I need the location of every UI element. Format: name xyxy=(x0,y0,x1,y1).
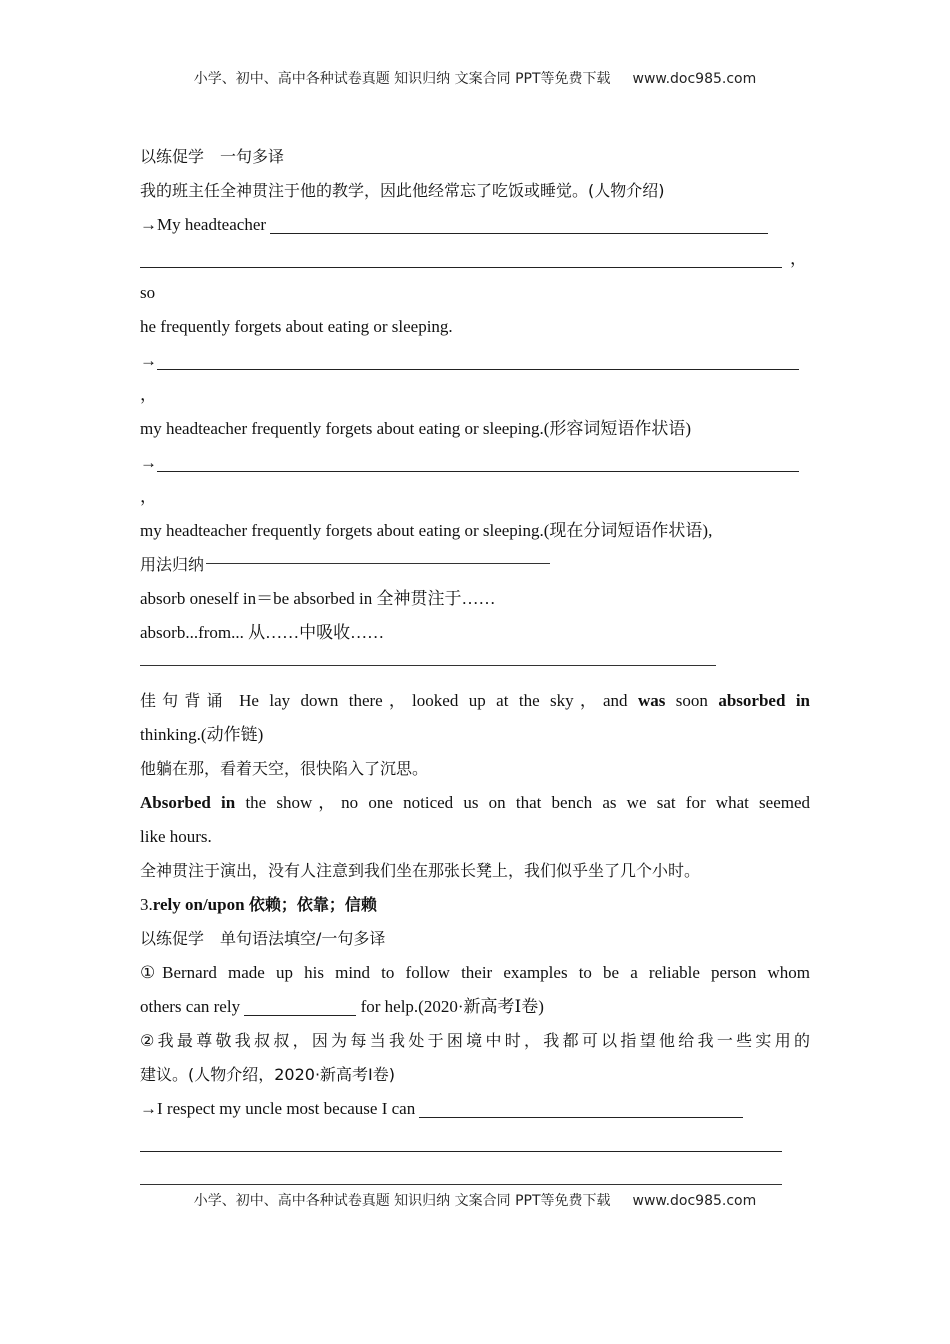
s1-absorbed-in: absorbed in xyxy=(718,691,811,710)
question-2b: 建议。(人物介绍，2020·新高考Ⅰ卷) xyxy=(140,1065,396,1084)
rest-line-1: he frequently forgets about eating or sleeping. xyxy=(140,317,453,336)
answer-blank-2[interactable] xyxy=(157,347,799,370)
usage-bottom-rule xyxy=(140,665,716,666)
footer-rule xyxy=(140,1184,782,1185)
practice-title: 一句多译 xyxy=(220,147,285,166)
prompt-cn: 我的班主任全神贯注于他的教学，因此他经常忘了吃饭或睡觉。(人物介绍) xyxy=(140,181,665,200)
question-1b xyxy=(140,990,810,1024)
answer-blank-1[interactable] xyxy=(270,211,768,234)
header-site[interactable]: www.doc985.com xyxy=(632,71,757,87)
document-body xyxy=(140,140,810,1160)
question-1a: ①Bernard made up his mind to follow their examples to be a reliable person whom xyxy=(140,963,810,982)
s2-part-a: the show，no one noticed us on that bench as we sat for what seemed xyxy=(245,793,811,812)
q1-post: for help.(2020·新高考Ⅰ卷) xyxy=(360,997,544,1016)
footer-text: 小学、初中、高中各种试卷真题 知识归纳 文案合同 PPT等免费下载 xyxy=(193,1193,611,1209)
page-header xyxy=(0,68,950,88)
practice-label: 以练促学 xyxy=(140,147,205,166)
section1-heading xyxy=(140,140,810,174)
sentence-2-cn: 全神贯注于演出，没有人注意到我们坐在那张长凳上，我们似乎坐了几个小时。 xyxy=(140,861,701,880)
q2-blank-2[interactable] xyxy=(140,1129,782,1152)
section3-title: 单句语法填空/一句多译 xyxy=(220,929,386,948)
usage-item-2: absorb...from... 从……中吸收…… xyxy=(140,623,385,642)
line1-start: →My headteacher xyxy=(140,215,267,234)
q1-blank[interactable] xyxy=(244,993,356,1016)
section3-meaning: 依赖；依靠；信赖 xyxy=(248,895,377,914)
sentence-2-end: like hours. xyxy=(140,827,212,846)
sentences-label: 佳句背诵 xyxy=(140,691,229,710)
sentence-2 xyxy=(140,786,810,820)
usage-divider xyxy=(206,563,550,564)
comma-3: ， xyxy=(140,487,157,506)
answer-line-3 xyxy=(140,446,810,480)
s1-part-b: soon xyxy=(675,691,708,710)
usage-end-divider xyxy=(140,650,810,684)
section3-label: 以练促学 xyxy=(140,929,205,948)
sentence-1-end: thinking.(动作链) xyxy=(140,725,264,744)
answer-blank-1b[interactable] xyxy=(140,245,782,268)
rest-line-2: my headteacher frequently forgets about eating or sleeping.(形容词短语作状语) xyxy=(140,419,692,438)
section3-num: 3. xyxy=(140,895,153,914)
page-footer xyxy=(0,1190,950,1210)
section3-heading xyxy=(140,888,810,922)
sentence-1-cn: 他躺在那，看着天空，很快陷入了沉思。 xyxy=(140,759,429,778)
usage-heading xyxy=(140,548,810,582)
header-text: 小学、初中、高中各种试卷真题 知识归纳 文案合同 PPT等免费下载 xyxy=(193,71,611,87)
comma-1: ， xyxy=(790,249,807,268)
answer-line-1b xyxy=(140,242,810,276)
arrow-2: → xyxy=(140,351,157,370)
s1-part-a: He lay down there，looked up at the sky，and xyxy=(239,691,628,710)
question-2-line xyxy=(140,1092,810,1126)
usage-label: 用法归纳 xyxy=(140,555,205,574)
rest-line-3: my headteacher frequently forgets about eating or sleeping.(现在分词短语作状语), xyxy=(140,521,713,540)
comma-2: ， xyxy=(140,385,157,404)
s2-bold: Absorbed in xyxy=(140,793,236,812)
section3-subheading xyxy=(140,922,810,956)
s1-was: was xyxy=(637,691,666,710)
sentence-1 xyxy=(140,684,810,718)
section3-phrase: rely on/upon xyxy=(152,895,245,914)
q1-pre: others can rely xyxy=(140,997,241,1016)
arrow-3: → xyxy=(140,453,157,472)
question-2a: ②我最尊敬我叔叔，因为每当我处于困境中时，我都可以指望他给我一些实用的 xyxy=(140,1031,810,1050)
so-line: so xyxy=(140,283,156,302)
footer-site[interactable]: www.doc985.com xyxy=(632,1193,757,1209)
answer-line-2 xyxy=(140,344,810,378)
q2-blank-1[interactable] xyxy=(419,1095,743,1118)
usage-item-1: absorb oneself in＝be absorbed in 全神贯注于…… xyxy=(140,589,496,608)
answer-line-1 xyxy=(140,208,810,242)
question-2-line-b xyxy=(140,1126,810,1160)
q2-start: →I respect my uncle most because I can xyxy=(140,1099,416,1118)
answer-blank-3[interactable] xyxy=(157,449,799,472)
